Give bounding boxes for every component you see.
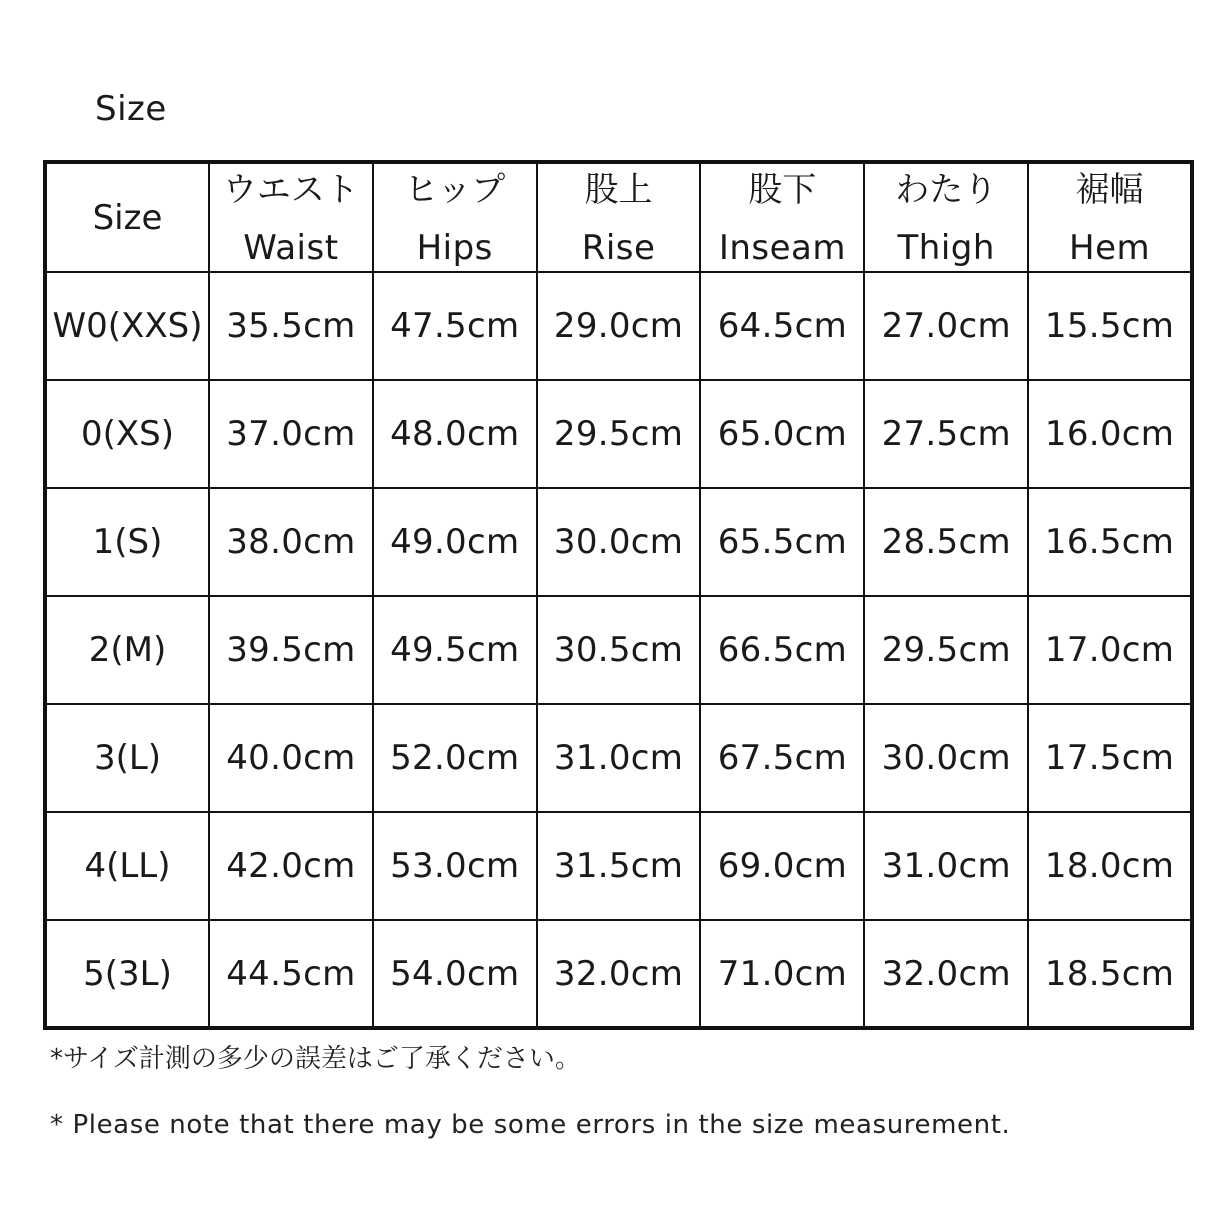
header-waist-ja: ウエスト [222,169,359,210]
header-thigh [864,162,1028,272]
cell-waist: 38.0cm [209,488,373,596]
cell-waist: 44.5cm [209,920,373,1028]
cell-hem: 16.0cm [1028,380,1192,488]
cell-inseam: 66.5cm [700,596,864,704]
cell-rise: 30.0cm [537,488,701,596]
cell-thigh: 32.0cm [864,920,1028,1028]
table-row [45,596,1192,704]
header-hips-en: Hips [416,227,493,268]
cell-hips: 53.0cm [373,812,537,920]
table-row [45,380,1192,488]
cell-hips: 49.0cm [373,488,537,596]
header-rise-ja: 股上 [584,169,653,210]
table-row [45,920,1192,1028]
cell-inseam: 64.5cm [700,272,864,380]
cell-hips: 49.5cm [373,596,537,704]
cell-waist: 37.0cm [209,380,373,488]
cell-hem: 16.5cm [1028,488,1192,596]
header-rise-en: Rise [581,227,656,268]
cell-rise: 29.5cm [537,380,701,488]
cell-waist: 42.0cm [209,812,373,920]
cell-hem: 18.5cm [1028,920,1192,1028]
header-size: Size [45,162,209,272]
cell-rise: 31.5cm [537,812,701,920]
cell-thigh: 31.0cm [864,812,1028,920]
cell-rise: 30.5cm [537,596,701,704]
cell-rise: 29.0cm [537,272,701,380]
cell-waist: 35.5cm [209,272,373,380]
cell-inseam: 67.5cm [700,704,864,812]
row-size-label: W0(XXS) [45,272,209,380]
table-header-row [45,162,1192,272]
header-inseam-ja: 股下 [748,169,817,210]
row-size-label: 4(LL) [45,812,209,920]
cell-rise: 31.0cm [537,704,701,812]
cell-inseam: 65.5cm [700,488,864,596]
row-size-label: 5(3L) [45,920,209,1028]
header-inseam-en: Inseam [718,227,846,268]
header-thigh-en: Thigh [897,227,995,268]
cell-hem: 17.5cm [1028,704,1192,812]
header-hips [373,162,537,272]
size-chart-table [43,160,1194,1030]
cell-thigh: 27.0cm [864,272,1028,380]
page-title: Size [95,89,167,129]
row-size-label: 3(L) [45,704,209,812]
cell-hem: 15.5cm [1028,272,1192,380]
header-thigh-ja: わたり [895,169,998,210]
header-waist [209,162,373,272]
header-hem [1028,162,1192,272]
cell-hips: 54.0cm [373,920,537,1028]
cell-thigh: 28.5cm [864,488,1028,596]
cell-hem: 18.0cm [1028,812,1192,920]
row-size-label: 0(XS) [45,380,209,488]
cell-rise: 32.0cm [537,920,701,1028]
cell-inseam: 69.0cm [700,812,864,920]
table-row [45,272,1192,380]
table-row [45,704,1192,812]
cell-waist: 39.5cm [209,596,373,704]
header-waist-en: Waist [243,227,339,268]
cell-inseam: 65.0cm [700,380,864,488]
header-rise [537,162,701,272]
cell-thigh: 30.0cm [864,704,1028,812]
note-english: * Please note that there may be some errors in the size measurement. [50,1110,1011,1140]
header-hem-ja: 裾幅 [1075,169,1144,210]
cell-thigh: 29.5cm [864,596,1028,704]
header-inseam [700,162,864,272]
table-row [45,812,1192,920]
cell-thigh: 27.5cm [864,380,1028,488]
header-hips-ja: ヒップ [404,169,506,210]
note-japanese: *サイズ計測の多少の誤差はご了承ください。 [50,1044,581,1074]
header-hem-en: Hem [1069,227,1151,268]
cell-hips: 48.0cm [373,380,537,488]
cell-waist: 40.0cm [209,704,373,812]
row-size-label: 1(S) [45,488,209,596]
cell-hips: 52.0cm [373,704,537,812]
row-size-label: 2(M) [45,596,209,704]
cell-hips: 47.5cm [373,272,537,380]
table-row [45,488,1192,596]
cell-hem: 17.0cm [1028,596,1192,704]
cell-inseam: 71.0cm [700,920,864,1028]
